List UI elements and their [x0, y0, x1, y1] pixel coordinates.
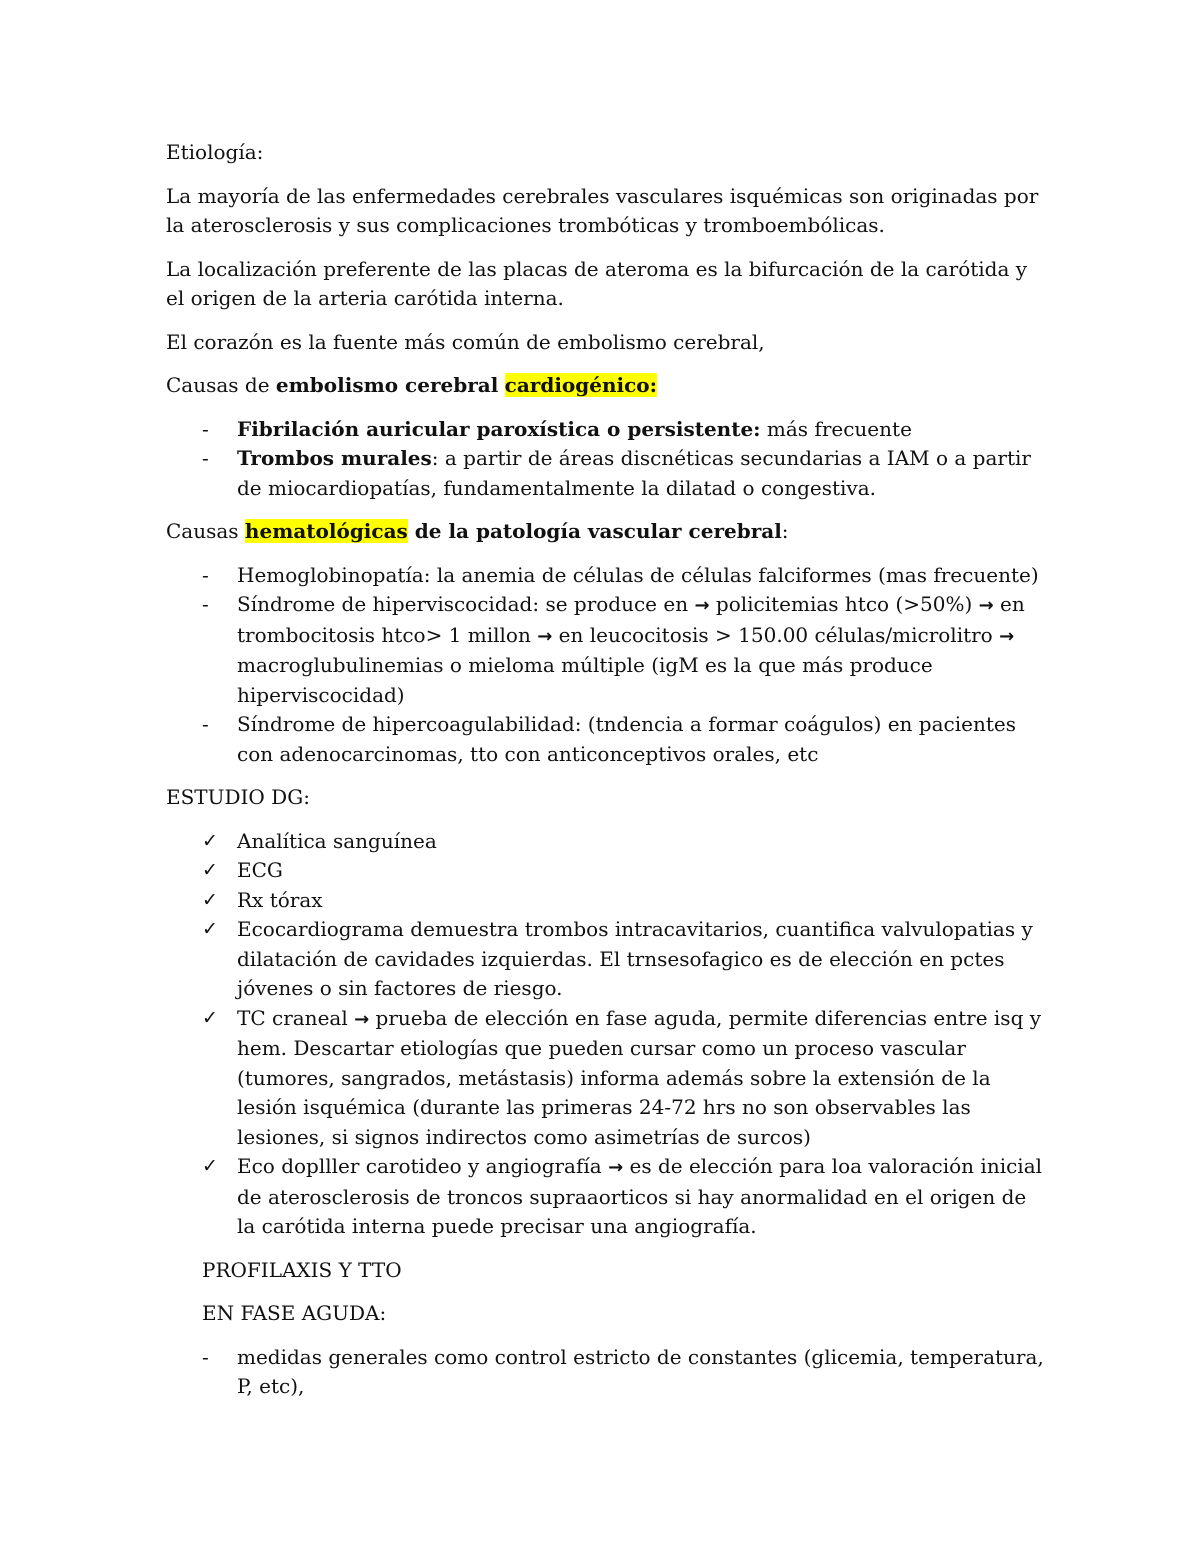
checklist-item: ✓ Analítica sanguínea — [166, 827, 1046, 857]
checklist-item: ✓ Ecocardiograma demuestra trombos intracavitarios, cuantifica valvulopatias y dilatación de cavidades izquierdas. El trnsesofagico es de elección en pctes jóvenes o sin factores de riesgo. — [202, 917, 1033, 1000]
hemato-list — [166, 561, 1046, 770]
etiologia-paragraph-3: El corazón es la fuente más común de embolismo cerebral, — [166, 329, 765, 354]
profilaxis-title: PROFILAXIS Y TTO — [202, 1257, 402, 1282]
list-item: - Hemoglobinopatía: la anemia de células de células falciformes (mas frecuente) — [166, 561, 1046, 591]
document-body — [166, 138, 1046, 1416]
fase-aguda-list — [166, 1343, 1046, 1402]
arrow-icon: → — [537, 625, 553, 647]
estudio-checklist — [166, 827, 1046, 1242]
check-icon: ✓ — [202, 888, 218, 911]
etiologia-paragraph-2: La localización preferente de las placas de ateroma es la bifurcación de la carótida y el origen de la arteria carótida interna. — [166, 256, 1028, 310]
arrow-icon: → — [978, 595, 994, 616]
check-icon: ✓ — [202, 1006, 218, 1029]
check-icon: ✓ — [202, 859, 218, 881]
arrow-icon: → — [608, 1157, 624, 1178]
list-item: - Trombos murales: a partir de áreas discnéticas secundarias a IAM o a partir de miocardiopatías, fundamentalmente la dilatad o congestiva. — [166, 444, 1046, 503]
check-icon: ✓ — [202, 829, 218, 852]
check-icon: ✓ — [202, 1155, 218, 1177]
estudio-title: ESTUDIO DG: — [166, 785, 310, 809]
arrow-icon: → — [694, 595, 710, 616]
checklist-item: ✓ ECG — [166, 856, 1046, 886]
hemato-heading: Causas hematológicas de la patología vascular cerebral: — [166, 519, 789, 543]
checklist-item: ✓ Rx tórax — [166, 886, 1046, 916]
etiologia-paragraph-1: La mayoría de las enfermedades cerebrales vasculares isquémicas son originadas por la aterosclerosis y sus complicaciones trombóticas y tromboembólicas. — [166, 183, 1039, 237]
cardio-heading: Causas de embolismo cerebral cardiogénico: — [166, 373, 657, 397]
check-icon: ✓ — [202, 918, 218, 940]
arrow-icon: → — [354, 1008, 370, 1030]
checklist-item: ✓ Eco doplller carotideo y angiografía → es de elección para loa valoración inicial de aterosclerosis de troncos supraaorticos si hay anormalidad en el origen de la carótida interna puede precisar una angiografía. — [202, 1154, 1043, 1238]
list-item: - medidas generales como control estricto de constantes (glicemia, temperatura, P, etc), — [166, 1343, 1046, 1402]
cardio-list — [166, 415, 1046, 504]
list-item: - Síndrome de hipercoagulabilidad: (tndencia a formar coágulos) en pacientes con adenocarcinomas, tto con anticonceptivos orales, etc — [166, 710, 1046, 769]
list-item: - Síndrome de hiperviscocidad: se produce en → policitemias htco (>50%) → en trombocitosis htco> 1 millon → en leucocitosis > 150.00 células/microlitro → macroglubulinemias o mieloma múltiple (igM es la que más produce hiperviscocidad) — [166, 590, 1046, 710]
list-item: - Fibrilación auricular paroxística o persistente: más frecuente — [166, 415, 1046, 445]
checklist-item: ✓ TC craneal → prueba de elección en fase aguda, permite diferencias entre isq y hem. Descartar etiologías que pueden cursar como un proceso vascular (tumores, sangrados, metástasis) informa además sobre la extensión de la lesión isquémica (durante las primeras 24-72 hrs no son observables las lesiones, si signos indirectos como asimetrías de surcos) — [202, 1005, 1042, 1149]
highlight-cardiogenico: cardiogénico: — [504, 373, 657, 397]
arrow-icon: → — [999, 625, 1015, 647]
etiologia-title: Etiología: — [166, 140, 264, 164]
highlight-hematologicas: hematológicas — [244, 519, 408, 543]
fase-aguda-title: EN FASE AGUDA: — [202, 1301, 387, 1325]
